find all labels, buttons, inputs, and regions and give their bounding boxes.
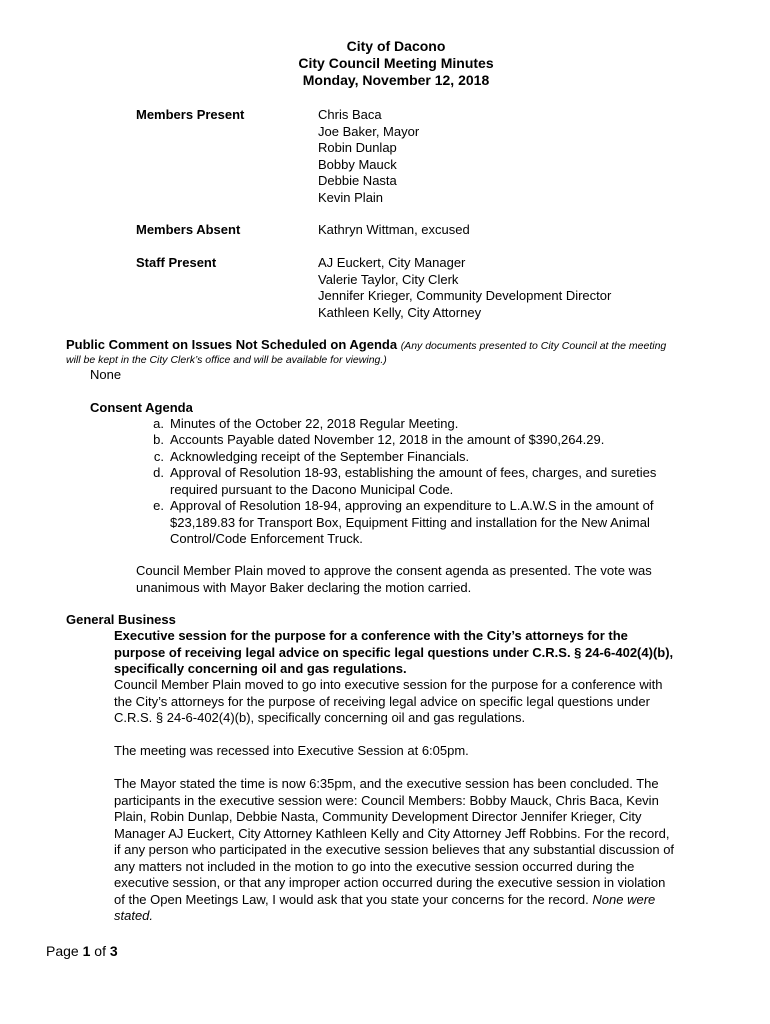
consent-item: Accounts Payable dated November 12, 2018 in the amount of $390,264.29. (170, 432, 605, 447)
staff-name: Kathleen Kelly, City Attorney (318, 304, 482, 320)
page-current: 1 (82, 943, 91, 959)
staff-present-label: Staff Present (136, 255, 217, 270)
members-absent-label: Members Absent (136, 222, 241, 237)
staff-name: AJ Euckert, City Manager (318, 255, 466, 270)
member-name: Joe Baker, Mayor (318, 123, 420, 139)
consent-item: Approval of Resolution 18-93, establishing the amount of fees, charges, and sureties required pursuant to the Dacono Municipal Code. (170, 465, 657, 497)
members-present-list (318, 107, 419, 206)
list-marker: c. (153, 449, 164, 464)
none-stated: None were stated. (114, 891, 656, 923)
page-word: Page (46, 943, 79, 959)
of-word: of (94, 943, 106, 959)
public-comment-note-cont: will be kept in the City Clerk’s office and will be available for viewing.) (66, 354, 387, 366)
member-name: Robin Dunlap (318, 140, 397, 155)
member-name: Debbie Nasta (318, 173, 397, 188)
consent-agenda-heading: Consent Agenda (90, 400, 193, 415)
page-total: 3 (109, 943, 118, 959)
staff-name: Jennifer Krieger, Community Development Director (318, 288, 612, 303)
members-present-label: Members Present (136, 107, 245, 122)
recess-statement: The meeting was recessed into Executive Session at 6:05pm. (114, 743, 469, 758)
executive-session-title: Executive session for the purpose for a conference with the City’s attorneys for the purpose of receiving legal advice on specific legal questions under C.R.S. § 24-6-402(4)(b), specifically concerning oil and gas regulations. (114, 628, 674, 676)
mayor-statement-text: The Mayor stated the time is now 6:35pm, and the executive session has been concluded. The participants in the executive session were: Council Members: Bobby Mauck, Chris Baca, Kevin Plain, Robin Dunlap, Debbie Nasta, Community Development Director Jennifer Krieger, City Manager AJ Euckert, City Attorney Kathleen Kelly and City Attorney Jeff Robbins. For the record, if any person who participated in the executive session believes that any substantial discussion of any matters not included in the motion to go into the executive session occurred during the executive session, or that any improper action occurred during the executive session in violation of the Open Meetings Law, I would ask that you state your concerns for the record. (114, 776, 675, 907)
list-marker: e. (153, 498, 164, 513)
member-name: Chris Baca (318, 107, 382, 122)
member-name: Bobby Mauck (318, 156, 397, 172)
consent-item: Acknowledging receipt of the September Financials. (170, 449, 470, 464)
meeting-date: Monday, November 12, 2018 (302, 72, 490, 88)
mayor-statement (114, 776, 677, 925)
members-absent-value: Kathryn Wittman, excused (318, 222, 470, 237)
list-marker: b. (153, 432, 164, 447)
consent-item: Minutes of the October 22, 2018 Regular Meeting. (170, 416, 459, 431)
executive-session-motion: Council Member Plain moved to go into executive session for the purpose for a conference with the City’s attorneys for the purpose of receiving legal advice on specific legal questions under C.R.S. § 24-6-402(4)(b), specifically concerning oil and gas regulations. (114, 677, 663, 725)
public-comment-section (66, 337, 726, 354)
list-marker: d. (153, 465, 164, 480)
public-comment-heading: Public Comment on Issues Not Scheduled on Agenda (66, 337, 398, 352)
page-number (46, 943, 118, 959)
public-comment-body: None (90, 367, 122, 382)
document-subtitle: City Council Meeting Minutes (298, 55, 494, 71)
staff-present-list (318, 255, 611, 321)
general-business-heading: General Business (66, 612, 176, 627)
member-name: Kevin Plain (318, 189, 384, 205)
consent-item: Approval of Resolution 18-94, approving an expenditure to L.A.W.S in the amount of $23,189.83 for Transport Box, Equipment Fitting and installation for the New Animal Control/Code Enforcement Truck. (170, 498, 654, 546)
document-title: City of Dacono (346, 38, 446, 54)
public-comment-note: (Any documents presented to City Council at the meeting (400, 340, 667, 352)
staff-name: Valerie Taylor, City Clerk (318, 271, 459, 287)
list-marker: a. (153, 416, 164, 431)
consent-motion: Council Member Plain moved to approve the consent agenda as presented. The vote was unanimous with Mayor Baker declaring the motion carried. (136, 563, 652, 595)
